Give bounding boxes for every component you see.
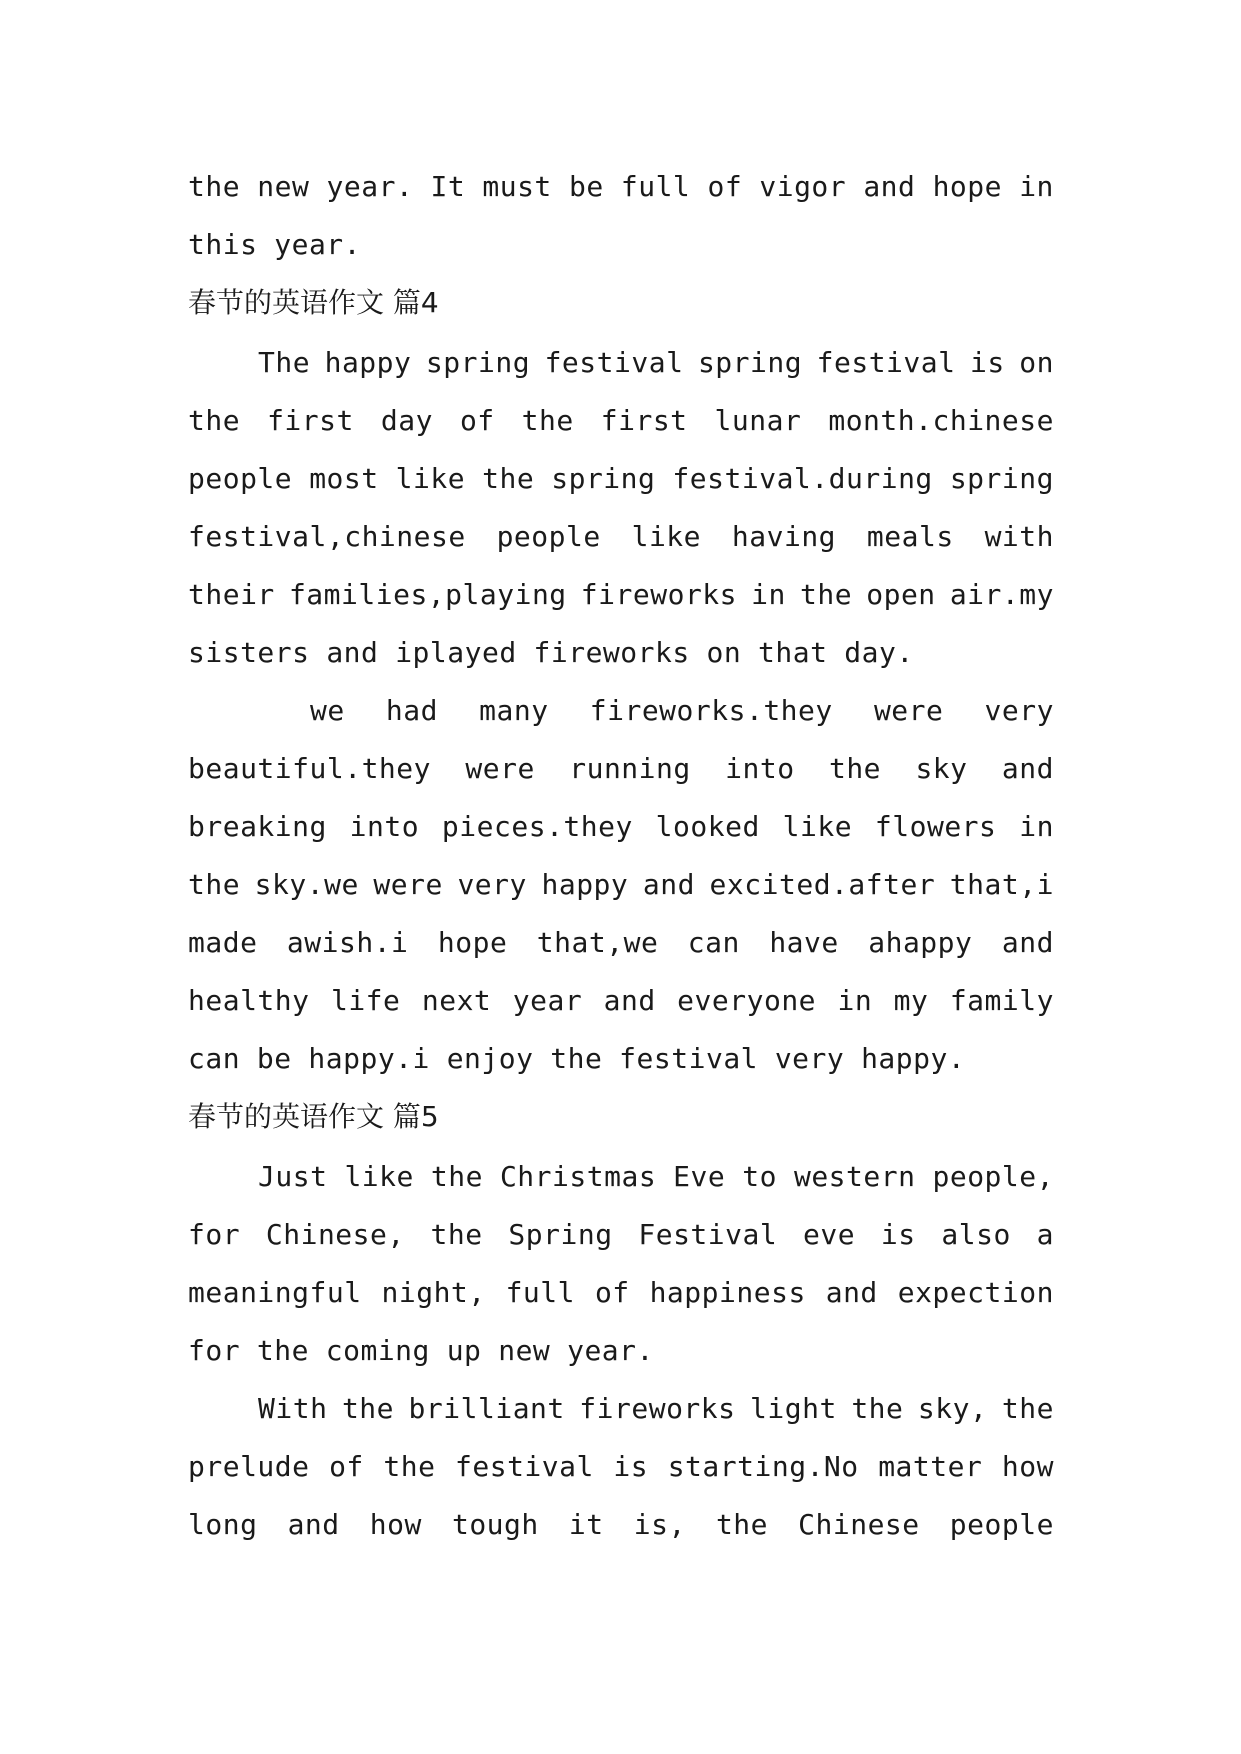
text-line	[188, 216, 1054, 274]
text-line	[188, 1322, 1054, 1380]
word: had	[385, 694, 438, 727]
word: family	[949, 984, 1054, 1017]
word: sky	[915, 752, 968, 785]
word: it	[568, 1508, 604, 1541]
word: this	[188, 228, 258, 261]
word: people	[949, 1508, 1054, 1541]
text-line	[188, 972, 1054, 1030]
word: festival	[619, 1042, 759, 1075]
word: eve	[803, 1218, 856, 1251]
word: in	[751, 578, 786, 611]
word: Spring	[508, 1218, 613, 1251]
word: Festival	[638, 1218, 778, 1251]
word: is	[613, 1450, 649, 1483]
word: awish.i	[286, 926, 409, 959]
word: into	[725, 752, 795, 785]
word: the	[550, 1042, 603, 1075]
word: year.	[274, 228, 362, 261]
word: festival	[816, 346, 956, 379]
word: hope	[437, 926, 508, 959]
word: Chinese,	[265, 1218, 405, 1251]
word: on	[1019, 346, 1054, 379]
word: day	[380, 404, 433, 437]
text-line	[188, 682, 1054, 740]
text-line	[188, 914, 1054, 972]
word: very	[984, 694, 1054, 727]
word: can	[687, 926, 740, 959]
text-line	[188, 1380, 1054, 1438]
word: flowers	[874, 810, 997, 843]
word: were	[465, 752, 535, 785]
word: how	[369, 1508, 422, 1541]
word: have	[769, 926, 839, 959]
word: first	[267, 404, 354, 437]
word: also	[941, 1218, 1011, 1251]
word: most	[309, 462, 379, 495]
word: fireworks	[533, 636, 690, 669]
word: spring	[949, 462, 1054, 495]
word: the	[800, 578, 853, 611]
word: next	[421, 984, 492, 1017]
word: the	[430, 1160, 483, 1193]
word: like	[344, 1160, 414, 1193]
word: fireworks.they	[589, 694, 833, 727]
word: vigor	[759, 170, 847, 203]
word: very	[774, 1042, 845, 1075]
word: many	[479, 694, 549, 727]
word: the	[715, 1508, 769, 1541]
word: the	[256, 1334, 309, 1367]
word: year.	[326, 170, 414, 203]
word: the	[851, 1392, 904, 1425]
word: be	[568, 170, 604, 203]
word: air.my	[949, 578, 1054, 611]
word: healthy	[188, 984, 310, 1017]
word: prelude	[188, 1450, 310, 1483]
text-line	[188, 1148, 1054, 1206]
word: to	[742, 1160, 777, 1193]
word: be	[256, 1042, 292, 1075]
word: meals	[866, 520, 954, 553]
word: Christmas	[499, 1160, 657, 1193]
word: how	[1001, 1450, 1054, 1483]
word: matter	[878, 1450, 983, 1483]
word: new	[257, 170, 310, 203]
text-line	[188, 740, 1054, 798]
word: open	[866, 578, 936, 611]
word: With	[258, 1392, 328, 1425]
paragraph	[188, 334, 1054, 682]
word: sky,	[917, 1392, 988, 1425]
word: day.	[844, 636, 914, 669]
word: coming	[325, 1334, 430, 1367]
word: in	[1019, 170, 1054, 203]
word: like	[782, 810, 853, 843]
word: The	[258, 346, 311, 379]
word: full	[620, 170, 691, 203]
word: iplayed	[395, 636, 517, 669]
text-line	[188, 1496, 1054, 1554]
word: the	[341, 1392, 395, 1425]
word: spring	[551, 462, 656, 495]
text-line	[188, 1030, 1054, 1088]
word: and	[825, 1276, 878, 1309]
word: for	[188, 1334, 241, 1367]
word: tough	[451, 1508, 539, 1541]
word: lunar	[714, 404, 802, 437]
word: pieces.they	[441, 810, 633, 843]
text-line	[188, 508, 1054, 566]
word: like	[631, 520, 702, 553]
word: beautiful.they	[188, 752, 432, 785]
word: in	[1019, 810, 1054, 843]
word: year.	[567, 1334, 654, 1367]
word: made	[188, 926, 258, 959]
word: fireworks	[579, 1392, 736, 1425]
word: is	[970, 346, 1005, 379]
word: happy	[324, 346, 412, 379]
word: spring	[425, 346, 531, 379]
word: is	[880, 1218, 916, 1251]
word: expection	[897, 1276, 1054, 1309]
word: and	[642, 868, 695, 901]
word: month.chinese	[828, 404, 1054, 437]
word: hope	[932, 170, 1003, 203]
word: the	[188, 170, 241, 203]
word: everyone	[677, 984, 817, 1017]
word: is,	[633, 1508, 686, 1541]
word: a	[1036, 1218, 1054, 1251]
paragraph	[188, 682, 1054, 1088]
section-heading: 春节的英语作文 篇4	[188, 286, 439, 319]
word: meaningful	[188, 1276, 362, 1309]
word: happy	[541, 868, 629, 901]
word: life	[330, 984, 401, 1017]
word: like	[395, 462, 466, 495]
word: Eve	[673, 1160, 726, 1193]
section-heading: 春节的英语作文 篇5	[188, 1100, 439, 1133]
word: starting.No	[667, 1450, 859, 1483]
section3-tail	[188, 158, 1054, 274]
text-line	[188, 1438, 1054, 1496]
text-line	[188, 334, 1054, 392]
word: the	[482, 462, 535, 495]
word: enjoy	[446, 1042, 534, 1075]
text-line	[188, 856, 1054, 914]
word: the	[521, 404, 574, 437]
word: sky.we	[254, 868, 359, 901]
document-page	[188, 158, 1054, 1554]
word: people,	[932, 1160, 1054, 1193]
word: of	[594, 1276, 630, 1309]
word: festival	[544, 346, 684, 379]
word: the	[1001, 1392, 1054, 1425]
word: were	[373, 868, 443, 901]
word: up	[446, 1334, 482, 1367]
word: first	[600, 404, 688, 437]
word: festival.during	[672, 462, 933, 495]
word: the	[188, 404, 241, 437]
word: sisters	[188, 636, 310, 669]
word: It	[430, 170, 466, 203]
word: night,	[381, 1276, 486, 1309]
text-line	[188, 1264, 1054, 1322]
word: ahappy	[868, 926, 973, 959]
paragraph	[188, 1148, 1054, 1380]
word: looked	[655, 810, 760, 843]
word: and	[1001, 926, 1054, 959]
section-4	[188, 274, 1054, 1088]
word: and	[1001, 752, 1054, 785]
text-line	[188, 158, 1054, 216]
word: very	[457, 868, 527, 901]
word: brilliant	[408, 1392, 565, 1425]
paragraph	[188, 1380, 1054, 1554]
text-line	[188, 392, 1054, 450]
word: new	[498, 1334, 551, 1367]
word: happiness	[649, 1276, 806, 1309]
word: running	[569, 752, 691, 785]
word: that	[758, 636, 828, 669]
word: festival,chinese	[188, 520, 466, 553]
word: that,we	[536, 926, 659, 959]
word: of	[459, 404, 495, 437]
word: happy.i	[308, 1042, 430, 1075]
text-line	[188, 798, 1054, 856]
word: happy.	[861, 1042, 966, 1075]
word: and	[287, 1508, 340, 1541]
text-line	[188, 624, 1054, 682]
word: with	[984, 520, 1054, 553]
section-5	[188, 1088, 1054, 1554]
word: the	[828, 752, 882, 785]
word: we	[310, 694, 345, 727]
word: on	[706, 636, 742, 669]
word: and	[863, 170, 916, 203]
word: full	[505, 1276, 576, 1309]
word: people	[188, 462, 293, 495]
word: Chinese	[798, 1508, 920, 1541]
word: the	[188, 868, 241, 901]
word: that,i	[949, 868, 1054, 901]
word: having	[731, 520, 837, 553]
word: can	[188, 1042, 241, 1075]
word: families,playing	[288, 578, 567, 611]
word: excited.after	[709, 868, 936, 901]
word: for	[188, 1218, 241, 1251]
word: spring	[697, 346, 803, 379]
word: festival	[455, 1450, 594, 1483]
word: and	[326, 636, 379, 669]
word: the	[383, 1450, 436, 1483]
word: into	[349, 810, 420, 843]
word: of	[707, 170, 743, 203]
text-line	[188, 566, 1054, 624]
word: my	[893, 984, 929, 1017]
word: light	[750, 1392, 837, 1425]
word: and	[603, 984, 656, 1017]
word: the	[430, 1218, 483, 1251]
word: in	[837, 984, 873, 1017]
text-line	[188, 1206, 1054, 1264]
word: of	[329, 1450, 364, 1483]
word: people	[496, 520, 601, 553]
word: western	[793, 1160, 916, 1193]
word: year	[512, 984, 583, 1017]
word: fireworks	[580, 578, 738, 611]
word: long	[188, 1508, 258, 1541]
word: their	[188, 578, 275, 611]
word: Just	[258, 1160, 328, 1193]
word: were	[873, 694, 944, 727]
word: must	[482, 170, 552, 203]
word: breaking	[188, 810, 327, 843]
text-line	[188, 450, 1054, 508]
